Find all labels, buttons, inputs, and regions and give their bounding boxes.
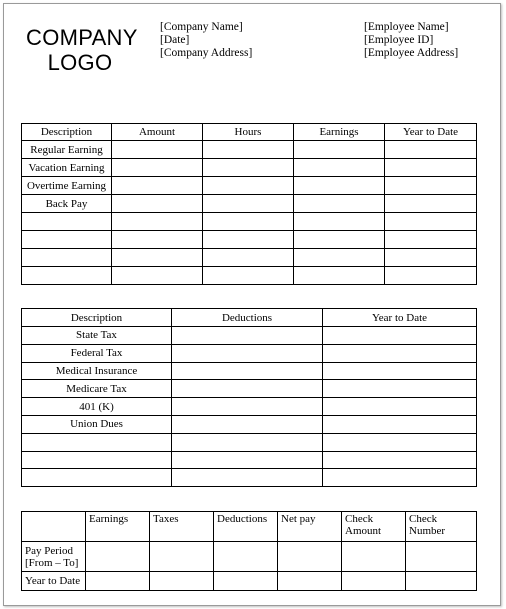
company-name: [Company Name] bbox=[160, 21, 243, 33]
company-info bbox=[160, 21, 252, 60]
table-cell[interactable] bbox=[172, 433, 323, 451]
summary-header-check-number: Check Number bbox=[406, 512, 477, 542]
employee-info bbox=[364, 21, 458, 60]
table-cell[interactable] bbox=[385, 159, 477, 177]
table-cell[interactable] bbox=[323, 451, 477, 469]
table-cell[interactable] bbox=[203, 141, 294, 159]
deductions-row-label: State Tax bbox=[22, 327, 172, 345]
table-cell[interactable] bbox=[112, 213, 203, 231]
summary-header-deductions: Deductions bbox=[214, 512, 278, 542]
summary-header-earnings: Earnings bbox=[86, 512, 150, 542]
table-cell[interactable] bbox=[172, 380, 323, 398]
table-row bbox=[22, 267, 477, 285]
table-cell[interactable] bbox=[323, 415, 477, 433]
table-cell[interactable] bbox=[112, 195, 203, 213]
table-cell[interactable] bbox=[172, 362, 323, 380]
table-cell[interactable] bbox=[294, 267, 385, 285]
table-cell[interactable] bbox=[172, 344, 323, 362]
table-cell[interactable] bbox=[323, 433, 477, 451]
earnings-row-label: Back Pay bbox=[22, 195, 112, 213]
table-cell[interactable] bbox=[203, 177, 294, 195]
table-cell[interactable] bbox=[112, 141, 203, 159]
summary-table bbox=[21, 511, 477, 591]
table-row bbox=[22, 159, 477, 177]
table-cell[interactable] bbox=[112, 249, 203, 267]
table-cell[interactable] bbox=[323, 327, 477, 345]
table-cell[interactable] bbox=[294, 195, 385, 213]
earnings-header-ytd: Year to Date bbox=[385, 124, 477, 141]
table-cell[interactable] bbox=[22, 249, 112, 267]
table-row bbox=[22, 195, 477, 213]
table-cell[interactable] bbox=[22, 231, 112, 249]
deductions-header-ytd: Year to Date bbox=[323, 309, 477, 327]
table-row bbox=[22, 177, 477, 195]
table-cell[interactable] bbox=[203, 195, 294, 213]
table-cell[interactable] bbox=[22, 213, 112, 231]
employee-id: [Employee ID] bbox=[364, 34, 434, 46]
table-cell[interactable] bbox=[385, 177, 477, 195]
table-cell[interactable] bbox=[278, 572, 342, 591]
table-cell[interactable] bbox=[112, 231, 203, 249]
table-cell[interactable] bbox=[214, 542, 278, 572]
table-cell[interactable] bbox=[294, 159, 385, 177]
earnings-header-amount: Amount bbox=[112, 124, 203, 141]
company-address: [Company Address] bbox=[160, 47, 253, 59]
table-row bbox=[22, 572, 477, 591]
table-cell[interactable] bbox=[385, 267, 477, 285]
table-cell[interactable] bbox=[294, 231, 385, 249]
deductions-row-label: 401 (K) bbox=[22, 398, 172, 416]
table-cell[interactable] bbox=[22, 451, 172, 469]
table-cell[interactable] bbox=[323, 362, 477, 380]
table-cell[interactable] bbox=[294, 213, 385, 231]
deductions-header-row bbox=[22, 309, 477, 327]
table-cell[interactable] bbox=[150, 572, 214, 591]
table-cell[interactable] bbox=[406, 572, 477, 591]
table-cell[interactable] bbox=[203, 249, 294, 267]
summary-header-check-amount: Check Amount bbox=[342, 512, 406, 542]
table-row bbox=[22, 433, 477, 451]
table-cell[interactable] bbox=[294, 141, 385, 159]
table-row bbox=[22, 249, 477, 267]
table-row bbox=[22, 327, 477, 345]
table-row bbox=[22, 380, 477, 398]
employee-address: [Employee Address] bbox=[364, 47, 459, 59]
summary-header-taxes: Taxes bbox=[150, 512, 214, 542]
deductions-row-label: Union Dues bbox=[22, 415, 172, 433]
table-row bbox=[22, 415, 477, 433]
table-cell[interactable] bbox=[323, 344, 477, 362]
table-row bbox=[22, 141, 477, 159]
table-cell[interactable] bbox=[203, 231, 294, 249]
table-cell[interactable] bbox=[385, 195, 477, 213]
deductions-row-label: Medicare Tax bbox=[22, 380, 172, 398]
table-row bbox=[22, 469, 477, 487]
deductions-table bbox=[21, 308, 477, 487]
table-cell[interactable] bbox=[214, 572, 278, 591]
summary-row-pay-period: Pay Period [From – To] bbox=[22, 542, 86, 572]
table-cell[interactable] bbox=[203, 159, 294, 177]
earnings-header-hours: Hours bbox=[203, 124, 294, 141]
table-cell[interactable] bbox=[406, 542, 477, 572]
table-cell[interactable] bbox=[203, 267, 294, 285]
table-cell[interactable] bbox=[203, 213, 294, 231]
deductions-header-description: Description bbox=[22, 309, 172, 327]
deductions-header-deductions: Deductions bbox=[172, 309, 323, 327]
deductions-row-label: Federal Tax bbox=[22, 344, 172, 362]
logo-line-1: COMPANY bbox=[26, 25, 138, 50]
table-cell[interactable] bbox=[112, 177, 203, 195]
table-cell[interactable] bbox=[172, 415, 323, 433]
earnings-row-label: Overtime Earning bbox=[22, 177, 112, 195]
table-cell[interactable] bbox=[172, 469, 323, 487]
table-cell[interactable] bbox=[172, 327, 323, 345]
table-cell[interactable] bbox=[112, 159, 203, 177]
table-row bbox=[22, 344, 477, 362]
table-row bbox=[22, 398, 477, 416]
summary-header-net-pay: Net pay bbox=[278, 512, 342, 542]
table-cell[interactable] bbox=[294, 249, 385, 267]
table-row bbox=[22, 213, 477, 231]
summary-row-year-to-date: Year to Date bbox=[22, 572, 86, 591]
employee-name: [Employee Name] bbox=[364, 21, 449, 33]
table-cell[interactable] bbox=[323, 469, 477, 487]
table-cell[interactable] bbox=[294, 177, 385, 195]
earnings-table bbox=[21, 123, 477, 285]
table-row bbox=[22, 542, 477, 572]
table-row bbox=[22, 451, 477, 469]
table-cell[interactable] bbox=[385, 231, 477, 249]
company-date: [Date] bbox=[160, 34, 190, 46]
table-cell[interactable] bbox=[86, 572, 150, 591]
table-cell[interactable] bbox=[385, 141, 477, 159]
earnings-row-label: Regular Earning bbox=[22, 141, 112, 159]
logo-line-2: LOGO bbox=[47, 50, 113, 75]
earnings-header-row bbox=[22, 124, 477, 141]
table-cell[interactable] bbox=[278, 542, 342, 572]
table-cell[interactable] bbox=[22, 267, 112, 285]
summary-header-blank bbox=[22, 512, 86, 542]
table-cell[interactable] bbox=[342, 572, 406, 591]
table-cell[interactable] bbox=[172, 451, 323, 469]
table-row bbox=[22, 362, 477, 380]
table-cell[interactable] bbox=[112, 267, 203, 285]
table-cell[interactable] bbox=[323, 398, 477, 416]
table-cell[interactable] bbox=[342, 542, 406, 572]
earnings-row-label: Vacation Earning bbox=[22, 159, 112, 177]
earnings-header-description: Description bbox=[22, 124, 112, 141]
deductions-row-label: Medical Insurance bbox=[22, 362, 172, 380]
table-cell[interactable] bbox=[86, 542, 150, 572]
table-cell[interactable] bbox=[323, 380, 477, 398]
table-cell[interactable] bbox=[385, 249, 477, 267]
table-cell[interactable] bbox=[172, 398, 323, 416]
company-logo bbox=[26, 25, 138, 75]
table-cell[interactable] bbox=[22, 469, 172, 487]
table-row bbox=[22, 231, 477, 249]
summary-header-row bbox=[22, 512, 477, 542]
table-cell[interactable] bbox=[22, 433, 172, 451]
table-cell[interactable] bbox=[385, 213, 477, 231]
table-cell[interactable] bbox=[150, 542, 214, 572]
earnings-header-earnings: Earnings bbox=[294, 124, 385, 141]
